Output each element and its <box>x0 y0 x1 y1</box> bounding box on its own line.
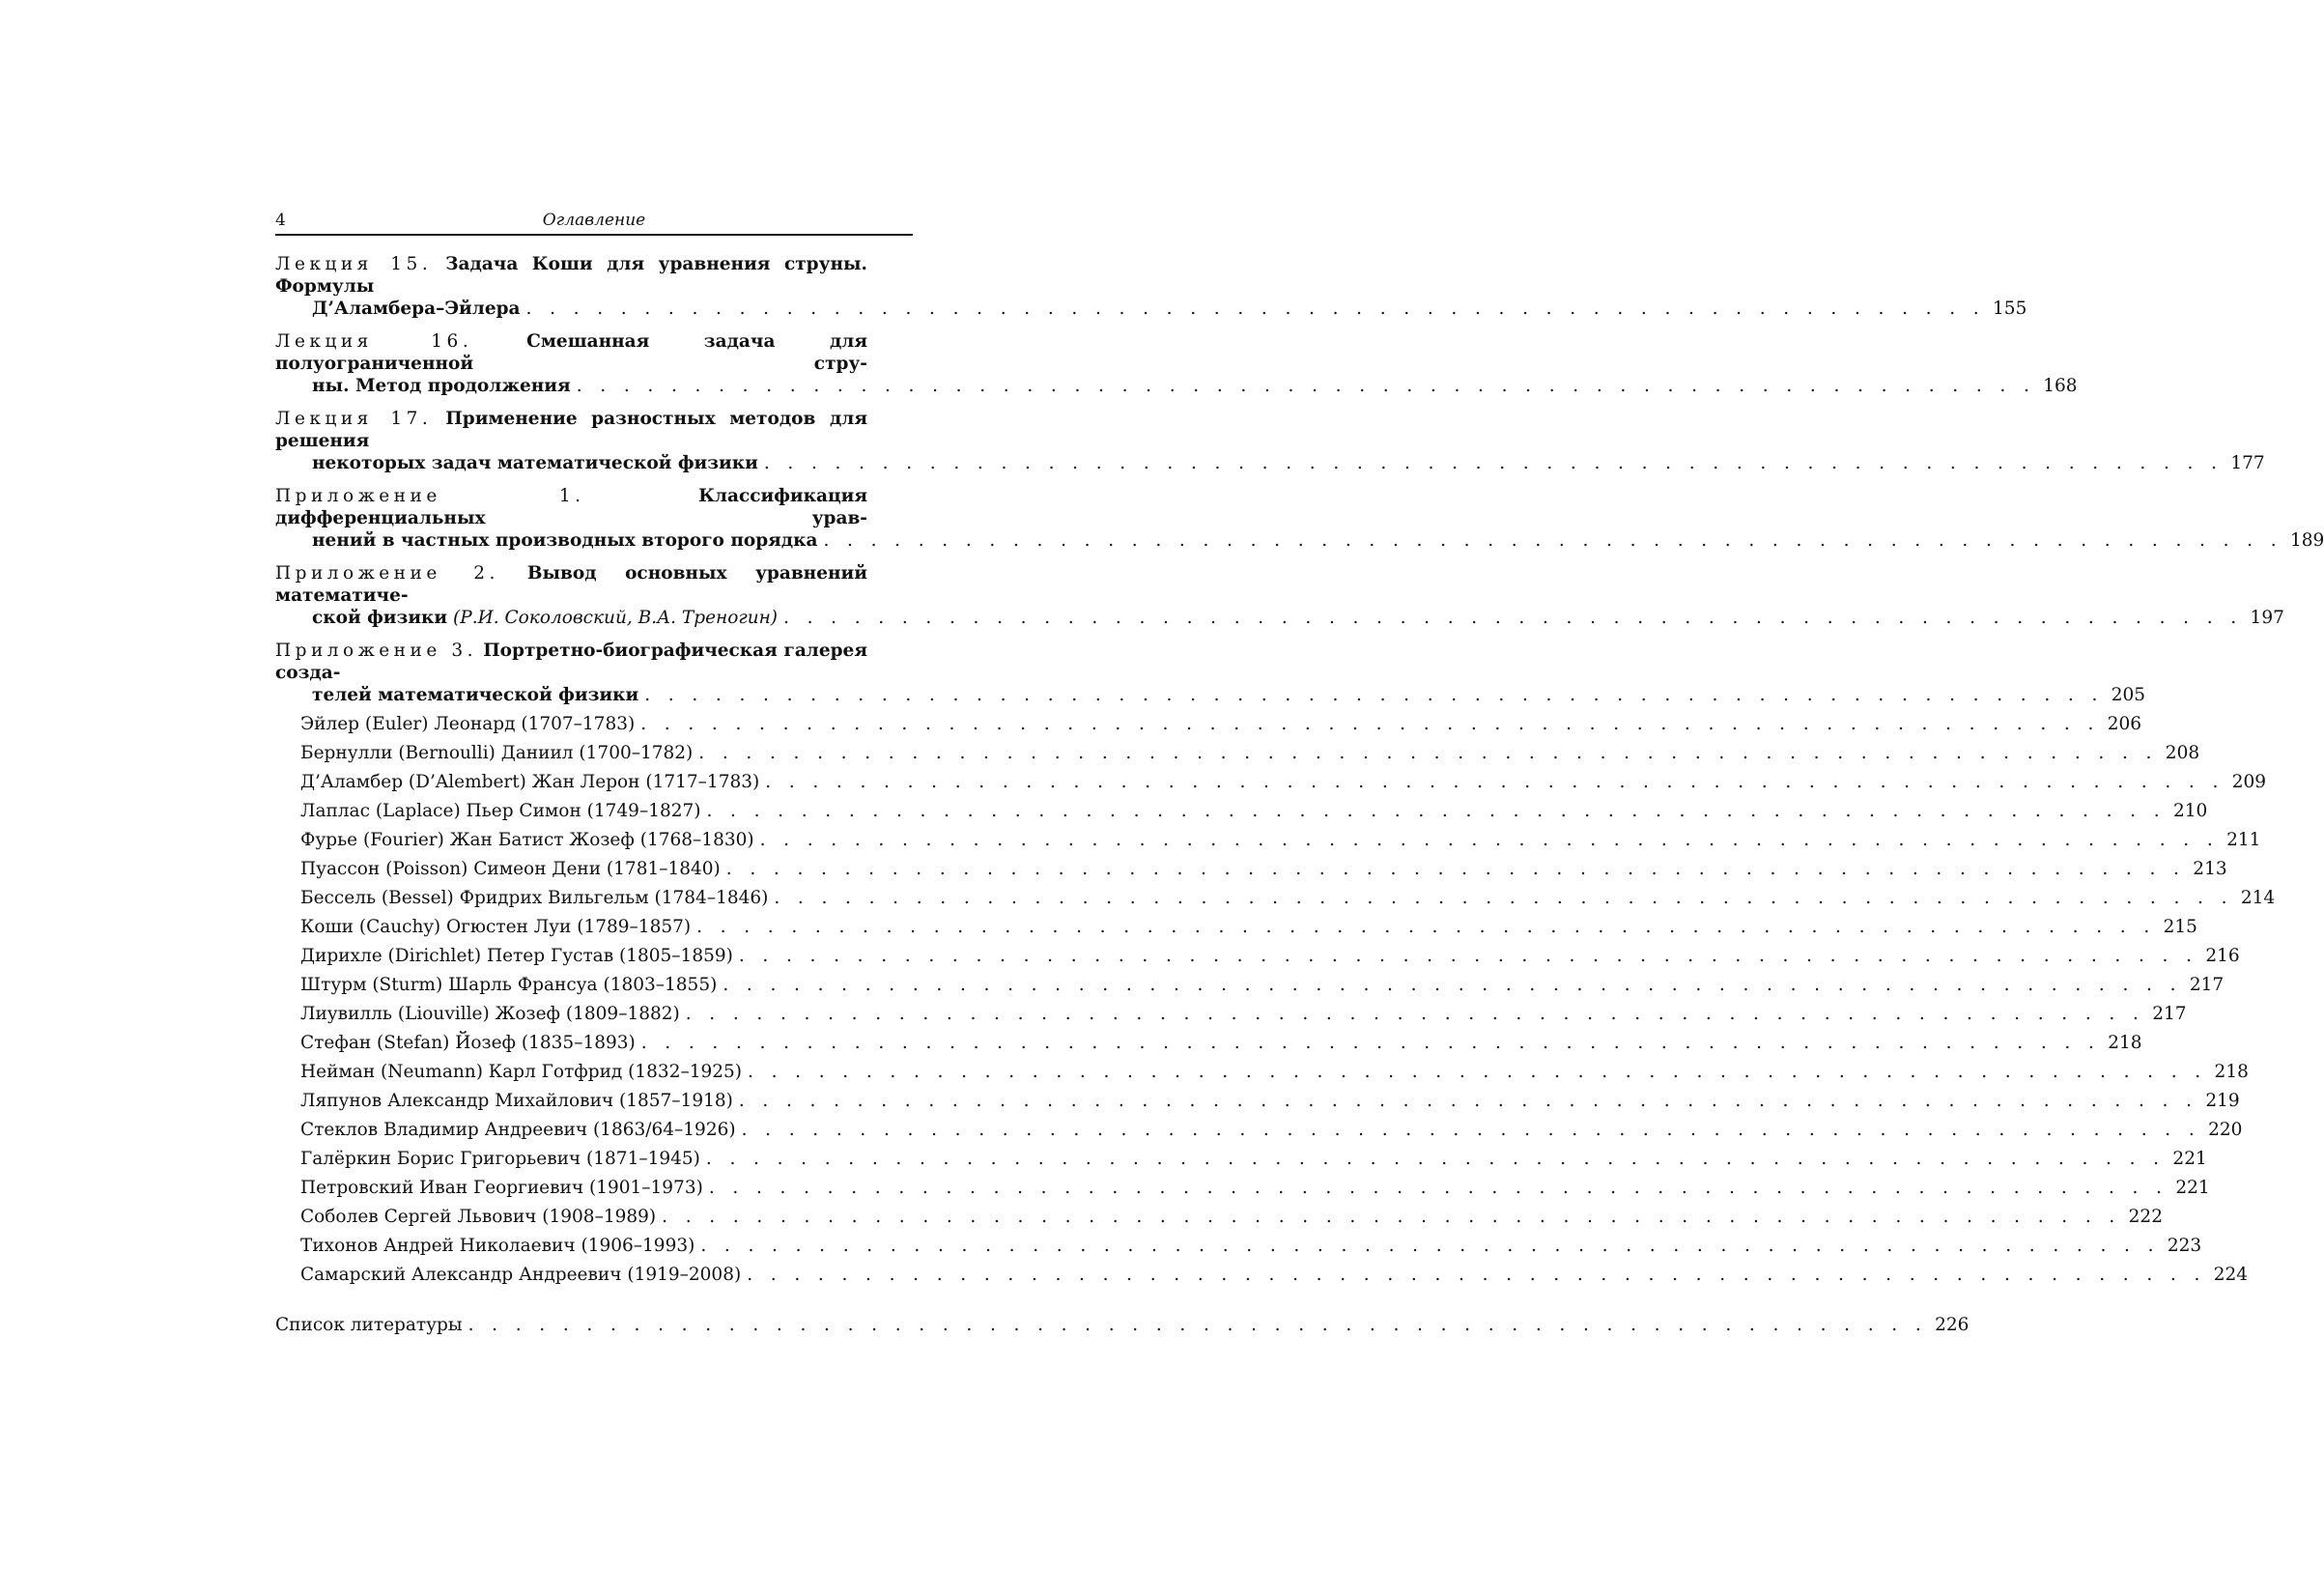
bio-page: 219 <box>2205 1091 2240 1111</box>
dot-leader: . . . . . . . . . . . . . . . . . . . . . . . . . . . . . . . . . . . . . . . . . . . . . . . . . . . . . . . . . . . . . . <box>747 1265 2206 1285</box>
dot-leader: . . . . . . . . . . . . . . . . . . . . . . . . . . . . . . . . . . . . . . . . . . . . . . . . . . . . . . . . . . . . . . <box>765 772 2225 792</box>
bio-text: Бессель (Bessel) Фридрих Вильгельм (1784–1846) <box>300 888 769 908</box>
entry-title-line1: Смешанная задача для полуограниченной стру- <box>275 331 867 374</box>
bio-entry[interactable] <box>275 1148 2207 1177</box>
toc-entry-lecture-16[interactable] <box>275 330 2078 397</box>
dot-leader: . . . . . . . . . . . . . . . . . . . . . . . . . . . . . . . . . . . . . . . . . . . . . . . . . . . . . . . . . . . . . . <box>741 1120 2201 1140</box>
bio-text: Штурм (Sturm) Шарль Франсуа (1803–1855) <box>300 975 718 995</box>
bio-entry[interactable] <box>275 916 2197 945</box>
bio-entry[interactable] <box>275 974 2225 1003</box>
bio-page: 222 <box>2128 1207 2163 1227</box>
literature-page: 226 <box>1935 1315 1970 1335</box>
bio-page: 220 <box>2208 1120 2243 1140</box>
bio-text: Галёркин Борис Григорьевич (1871–1945) <box>300 1149 700 1169</box>
entry-title-line2: нений в частных производных второго порядка <box>312 530 818 551</box>
entry-title-line2: ны. Метод продолжения <box>312 376 571 396</box>
dot-leader: . . . . . . . . . . . . . . . . . . . . . . . . . . . . . . . . . . . . . . . . . . . . . . . . . . . . . . . . . . . . . . <box>685 1004 2145 1024</box>
entry-title-line1: Классификация дифференциальных урав- <box>275 486 867 528</box>
bio-text: Д’Аламбер (D’Alembert) Жан Лерон (1717–1783) <box>300 772 760 792</box>
bio-text: Лаплас (Laplace) Пьер Симон (1749–1827) <box>300 801 701 821</box>
dot-leader: . . . . . . . . . . . . . . . . . . . . . . . . . . . . . . . . . . . . . . . . . . . . . . . . . . . . . . . . . . . . . . <box>723 975 2182 995</box>
bio-page: 224 <box>2213 1265 2249 1285</box>
bio-page: 221 <box>2175 1178 2210 1198</box>
dot-leader: . . . . . . . . . . . . . . . . . . . . . . . . . . . . . . . . . . . . . . . . . . . . . . . . . . . . . . . . . . . . . . <box>759 830 2220 850</box>
table-of-contents <box>275 253 2324 1336</box>
bio-entry[interactable] <box>275 1264 2249 1293</box>
dot-leader: . . . . . . . . . . . . . . . . . . . . . . . . . . . . . . . . . . . . . . . . . . . . . . . . . . . . . . . . . . . . . . <box>698 743 2158 763</box>
biography-list <box>275 713 2276 1293</box>
dot-leader: . . . . . . . . . . . . . . . . . . . . . . . . . . . . . . . . . . . . . . . . . . . . . . . . . . . . . . . . . . . . . . <box>468 1315 1928 1335</box>
entry-title-line2: Д’Аламбера–Эйлера <box>312 299 521 319</box>
bio-text: Петровский Иван Георгиевич (1901–1973) <box>300 1178 703 1198</box>
bio-entry[interactable] <box>275 1061 2249 1090</box>
dot-leader: . . . . . . . . . . . . . . . . . . . . . . . . . . . . . . . . . . . . . . . . . . . . . . . . . . . . . . . . . . . . . . <box>640 714 2100 734</box>
bio-entry[interactable] <box>275 713 2142 742</box>
bio-page: 221 <box>2172 1149 2207 1169</box>
dot-leader: . . . . . . . . . . . . . . . . . . . . . . . . . . . . . . . . . . . . . . . . . . . . . . . . . . . . . . . . . . . . . . <box>708 1178 2168 1198</box>
literature-label: Список литературы <box>275 1315 463 1335</box>
bio-text: Бернулли (Bernoulli) Даниил (1700–1782) <box>300 743 694 763</box>
dot-leader: . . . . . . . . . . . . . . . . . . . . . . . . . . . . . . . . . . . . . . . . . . . . . . . . . . . . . . . . . . . . . . <box>725 859 2186 879</box>
bio-page: 217 <box>2189 975 2225 995</box>
bio-entry[interactable] <box>275 1003 2187 1032</box>
bio-entry[interactable] <box>275 887 2276 916</box>
toc-page <box>275 211 2324 1336</box>
bio-page: 209 <box>2231 772 2267 792</box>
bio-entry[interactable] <box>275 829 2261 858</box>
bio-page: 210 <box>2173 801 2208 821</box>
toc-entry-literature[interactable] <box>275 1314 1970 1336</box>
entry-label: Приложение 1. <box>275 486 585 506</box>
entry-page: 205 <box>2111 685 2146 705</box>
dot-leader: . . . . . . . . . . . . . . . . . . . . . . . . . . . . . . . . . . . . . . . . . . . . . . . . . . . . . . . . . . . . . . <box>748 1062 2207 1082</box>
entry-title-line1: Портретно-биографическая галерея созда- <box>275 641 867 683</box>
bio-page: 223 <box>2167 1236 2202 1256</box>
bio-text: Фурье (Fourier) Жан Батист Жозеф (1768–1830) <box>300 830 754 850</box>
bio-entry[interactable] <box>275 1032 2142 1061</box>
bio-text: Коши (Cauchy) Огюстен Луи (1789–1857) <box>300 917 692 937</box>
bio-text: Пуассон (Poisson) Симеон Дени (1781–1840) <box>300 859 721 879</box>
entry-label: Лекция 15. <box>275 254 433 274</box>
dot-leader: . . . . . . . . . . . . . . . . . . . . . . . . . . . . . . . . . . . . . . . . . . . . . . . . . . . . . . . . . . . . . . <box>525 299 1986 319</box>
bio-entry[interactable] <box>275 742 2200 771</box>
entry-title-line2: некоторых задач математической физики <box>312 453 758 473</box>
dot-leader: . . . . . . . . . . . . . . . . . . . . . . . . . . . . . . . . . . . . . . . . . . . . . . . . . . . . . . . . . . . . . . <box>774 888 2233 908</box>
entry-title-line1: Вывод основных уравнений математиче- <box>275 563 867 606</box>
dot-leader: . . . . . . . . . . . . . . . . . . . . . . . . . . . . . . . . . . . . . . . . . . . . . . . . . . . . . . . . . . . . . . <box>640 1033 2101 1053</box>
dot-leader: . . . . . . . . . . . . . . . . . . . . . . . . . . . . . . . . . . . . . . . . . . . . . . . . . . . . . . . . . . . . . . <box>705 1149 2166 1169</box>
bio-text: Дирихле (Dirichlet) Петер Густав (1805–1859) <box>300 946 733 966</box>
dot-leader: . . . . . . . . . . . . . . . . . . . . . . . . . . . . . . . . . . . . . . . . . . . . . . . . . . . . . . . . . . . . . . <box>823 530 2282 551</box>
entry-label: Лекция 16. <box>275 331 473 352</box>
entry-page: 197 <box>2250 608 2284 628</box>
dot-leader: . . . . . . . . . . . . . . . . . . . . . . . . . . . . . . . . . . . . . . . . . . . . . . . . . . . . . . . . . . . . . . <box>576 376 2036 396</box>
entry-page: 177 <box>2230 453 2265 473</box>
bio-text: Соболев Сергей Львович (1908–1989) <box>300 1207 657 1227</box>
running-title: Оглавление <box>542 211 646 230</box>
bio-page: 208 <box>2165 743 2200 763</box>
bio-text: Ляпунов Александр Михайлович (1857–1918) <box>300 1091 733 1111</box>
toc-entry-lecture-17[interactable] <box>275 408 2265 474</box>
entry-label: Лекция 17. <box>275 409 433 429</box>
bio-text: Самарский Александр Андреевич (1919–2008) <box>300 1265 742 1285</box>
bio-entry[interactable] <box>275 771 2267 800</box>
dot-leader: . . . . . . . . . . . . . . . . . . . . . . . . . . . . . . . . . . . . . . . . . . . . . . . . . . . . . . . . . . . . . . <box>763 453 2224 473</box>
toc-entry-lecture-15[interactable] <box>275 253 2027 320</box>
dot-leader: . . . . . . . . . . . . . . . . . . . . . . . . . . . . . . . . . . . . . . . . . . . . . . . . . . . . . . . . . . . . . . <box>783 608 2243 628</box>
entry-title-line2: телей математической физики <box>312 685 639 705</box>
entry-page: 168 <box>2043 376 2078 396</box>
bio-entry[interactable] <box>275 1177 2210 1206</box>
entry-title-line1: Применение разностных методов для решения <box>275 409 867 451</box>
bio-text: Стеклов Владимир Андреевич (1863/64–1926) <box>300 1120 736 1140</box>
bio-text: Стефан (Stefan) Йозеф (1835–1893) <box>300 1033 636 1053</box>
dot-leader: . . . . . . . . . . . . . . . . . . . . . . . . . . . . . . . . . . . . . . . . . . . . . . . . . . . . . . . . . . . . . . <box>706 801 2167 821</box>
toc-entry-appendix-2[interactable] <box>275 562 2284 629</box>
bio-page: 215 <box>2163 917 2197 937</box>
toc-entry-appendix-1[interactable] <box>275 485 2324 552</box>
dot-leader: . . . . . . . . . . . . . . . . . . . . . . . . . . . . . . . . . . . . . . . . . . . . . . . . . . . . . . . . . . . . . . <box>662 1207 2121 1227</box>
bio-text: Эйлер (Euler) Леонард (1707–1783) <box>300 714 636 734</box>
bio-entry[interactable] <box>275 858 2227 887</box>
entry-title-line1: Задача Коши для уравнения струны. Формулы <box>275 254 867 297</box>
bio-text: Нейман (Neumann) Карл Готфрид (1832–1925) <box>300 1062 743 1082</box>
dot-leader: . . . . . . . . . . . . . . . . . . . . . . . . . . . . . . . . . . . . . . . . . . . . . . . . . . . . . . . . . . . . . . <box>700 1236 2160 1256</box>
entry-label: Приложение 3. <box>275 641 478 661</box>
bio-page: 217 <box>2152 1004 2187 1024</box>
bio-page: 213 <box>2193 859 2227 879</box>
bio-entry[interactable] <box>275 800 2208 829</box>
bio-text: Лиувилль (Liouville) Жозеф (1809–1882) <box>300 1004 680 1024</box>
entry-authors: (Р.И. Соколовский, В.А. Треногин) <box>453 608 779 628</box>
running-head <box>275 211 913 236</box>
dot-leader: . . . . . . . . . . . . . . . . . . . . . . . . . . . . . . . . . . . . . . . . . . . . . . . . . . . . . . . . . . . . . . <box>738 946 2198 966</box>
bio-entry[interactable] <box>275 945 2240 974</box>
bio-text: Тихонов Андрей Николаевич (1906–1993) <box>300 1236 695 1256</box>
bio-page: 218 <box>2108 1033 2142 1053</box>
toc-entry-appendix-3[interactable] <box>275 640 2146 706</box>
dot-leader: . . . . . . . . . . . . . . . . . . . . . . . . . . . . . . . . . . . . . . . . . . . . . . . . . . . . . . . . . . . . . . <box>644 685 2104 705</box>
entry-page: 189 <box>2290 530 2324 551</box>
bio-page: 211 <box>2226 830 2261 850</box>
bio-entry[interactable] <box>275 1119 2243 1148</box>
page-number: 4 <box>275 211 286 230</box>
dot-leader: . . . . . . . . . . . . . . . . . . . . . . . . . . . . . . . . . . . . . . . . . . . . . . . . . . . . . . . . . . . . . . <box>696 917 2156 937</box>
bio-page: 216 <box>2205 946 2240 966</box>
entry-label: Приложение 2. <box>275 563 499 584</box>
entry-title-line2: ской физики <box>312 608 448 628</box>
entry-page: 155 <box>1993 299 2027 319</box>
bio-entry[interactable] <box>275 1235 2202 1264</box>
bio-page: 214 <box>2240 888 2276 908</box>
bio-entry[interactable] <box>275 1090 2240 1119</box>
bio-page: 206 <box>2107 714 2142 734</box>
dot-leader: . . . . . . . . . . . . . . . . . . . . . . . . . . . . . . . . . . . . . . . . . . . . . . . . . . . . . . . . . . . . . . <box>738 1091 2198 1111</box>
bio-entry[interactable] <box>275 1206 2163 1235</box>
bio-page: 218 <box>2214 1062 2249 1082</box>
